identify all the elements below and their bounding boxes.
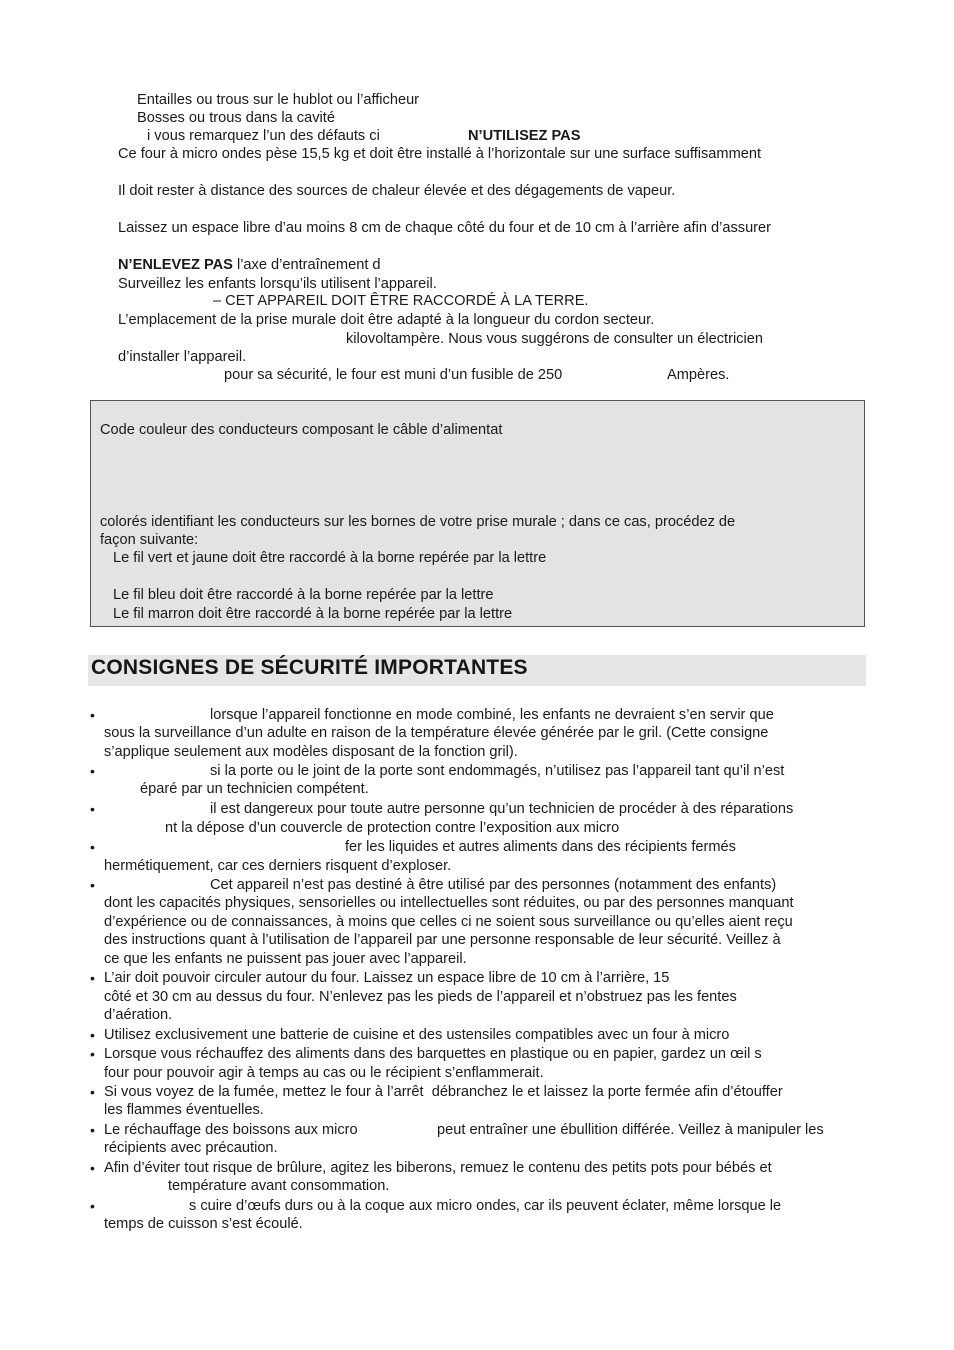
box-line: Le fil bleu doit être raccordé à la borne repérée par la lettre: [113, 587, 494, 603]
safety-line: ce que les enfants ne puissent pas jouer avec l’appareil.: [104, 951, 467, 967]
text-line: Ampères.: [667, 367, 730, 383]
text-line: kilovoltampère. Nous vous suggérons de consulter un électricien: [346, 331, 763, 347]
bullet-icon: •: [90, 1198, 95, 1214]
text-line: [118, 256, 381, 274]
text-line: d’installer l’appareil.: [118, 349, 247, 365]
bullet-icon: •: [90, 1027, 95, 1043]
box-line: colorés identifiant les conducteurs sur les bornes de votre prise murale ; dans ce cas, procédez de: [100, 514, 736, 530]
bullet-icon: •: [90, 1084, 95, 1100]
text-fragment: l’axe d’entraînement d: [232, 257, 381, 273]
bullet-icon: •: [90, 763, 95, 779]
safety-line: si la porte ou le joint de la porte sont endommagés, n’utilisez pas l’appareil tant qu’il n’est: [210, 763, 785, 779]
safety-line: L’air doit pouvoir circuler autour du four. Laissez un espace libre de 10 cm à l’arrière, 15: [104, 970, 670, 986]
text-line: L’emplacement de la prise murale doit être adapté à la longueur du cordon secteur.: [118, 312, 655, 328]
text-line: Ce four à micro ondes pèse 15,5 kg et doit être installé à l’horizontale sur une surface suffisamment: [118, 146, 762, 162]
safety-line: peut entraîner une ébullition différée. Veillez à manipuler les: [437, 1122, 824, 1138]
safety-line: Utilisez exclusivement une batterie de cuisine et des ustensiles compatibles avec un four à micro: [104, 1027, 730, 1043]
bullet-icon: •: [90, 1046, 95, 1062]
text-line: – CET APPAREIL DOIT ÊTRE RACCORDÉ À LA TERRE.: [213, 293, 589, 309]
safety-line: Le réchauffage des boissons aux micro: [104, 1122, 358, 1138]
safety-line: des instructions quant à l’utilisation de l’appareil par une personne responsable de leur sécurité. Veillez à: [104, 932, 781, 948]
safety-line: Afin d’éviter tout risque de brûlure, agitez les biberons, remuez le contenu des petits pots pour bébés et: [104, 1160, 772, 1176]
safety-line: éparé par un technicien compétent.: [140, 781, 369, 797]
text-line: Surveillez les enfants lorsqu’ils utilisent l’appareil.: [118, 276, 437, 292]
box-line: façon suivante:: [100, 532, 199, 548]
text-line: Il doit rester à distance des sources de chaleur élevée et des dégagements de vapeur.: [118, 183, 676, 199]
safety-line: les flammes éventuelles.: [104, 1102, 264, 1118]
text-line: Bosses ou trous dans la cavité: [137, 110, 335, 126]
safety-line: récipients avec précaution.: [104, 1140, 278, 1156]
safety-line: four pour pouvoir agir à temps au cas ou le récipient s’enflammerait.: [104, 1065, 544, 1081]
section-title: CONSIGNES DE SÉCURITÉ IMPORTANTES: [91, 656, 528, 679]
bullet-icon: •: [90, 707, 95, 723]
text-line: i vous remarquez l’un des défauts ci: [147, 128, 380, 144]
safety-line: sous la surveillance d’un adulte en raison de la température élevée générée par le gril. (Cette consigne: [104, 725, 769, 741]
box-line: Code couleur des conducteurs composant le câble d’alimentat: [100, 422, 503, 438]
safety-line: Si vous voyez de la fumée, mettez le four à l’arrêt débranchez le et laissez la porte fermée afin d’étouffer: [104, 1084, 783, 1100]
safety-line: d’aération.: [104, 1007, 173, 1023]
box-line: Le fil marron doit être raccordé à la borne repérée par la lettre: [113, 606, 513, 622]
warning-do-not-remove: N’ENLEVEZ PAS: [118, 257, 233, 273]
safety-line: temps de cuisson s’est écoulé.: [104, 1216, 303, 1232]
box-line: Le fil vert et jaune doit être raccordé à la borne repérée par la lettre: [113, 550, 547, 566]
safety-line: nt la dépose d’un couvercle de protection contre l’exposition aux micro: [165, 820, 620, 836]
bullet-icon: •: [90, 1160, 95, 1176]
safety-line: hermétiquement, car ces derniers risquent d’exploser.: [104, 858, 452, 874]
text-line: pour sa sécurité, le four est muni d’un fusible de 250: [224, 367, 563, 383]
bullet-icon: •: [90, 877, 95, 893]
safety-line: fer les liquides et autres aliments dans des récipients fermés: [345, 839, 736, 855]
bullet-icon: •: [90, 801, 95, 817]
safety-line: dont les capacités physiques, sensorielles ou intellectuelles sont réduites, ou par des personnes manquant: [104, 895, 794, 911]
bullet-icon: •: [90, 839, 95, 855]
text-line: Entailles ou trous sur le hublot ou l’afficheur: [137, 92, 420, 108]
warning-do-not-use: N’UTILISEZ PAS: [468, 128, 581, 144]
safety-line: s cuire d’œufs durs ou à la coque aux micro ondes, car ils peuvent éclater, même lorsque le: [189, 1198, 782, 1214]
bullet-icon: •: [90, 1122, 95, 1138]
safety-line: température avant consommation.: [168, 1178, 390, 1194]
safety-line: lorsque l’appareil fonctionne en mode combiné, les enfants ne devraient s’en servir que: [210, 707, 774, 723]
text-line: Laissez un espace libre d’au moins 8 cm de chaque côté du four et de 10 cm à l’arrière afin d’assurer: [118, 220, 772, 236]
safety-line: Cet appareil n’est pas destiné à être utilisé par des personnes (notamment des enfants): [210, 877, 777, 893]
safety-line: Lorsque vous réchauffez des aliments dans des barquettes en plastique ou en papier, gardez un œil s: [104, 1046, 762, 1062]
bullet-icon: •: [90, 970, 95, 986]
safety-line: s’applique seulement aux modèles disposant de la fonction gril).: [104, 744, 518, 760]
safety-line: il est dangereux pour toute autre personne qu’un technicien de procéder à des réparations: [210, 801, 794, 817]
safety-line: côté et 30 cm au dessus du four. N’enlevez pas les pieds de l’appareil et n’obstruez pas les fentes: [104, 989, 737, 1005]
safety-line: d’expérience ou de connaissances, à moins que celles ci ne soient sous surveillance ou qu’elles aient reçu: [104, 914, 793, 930]
